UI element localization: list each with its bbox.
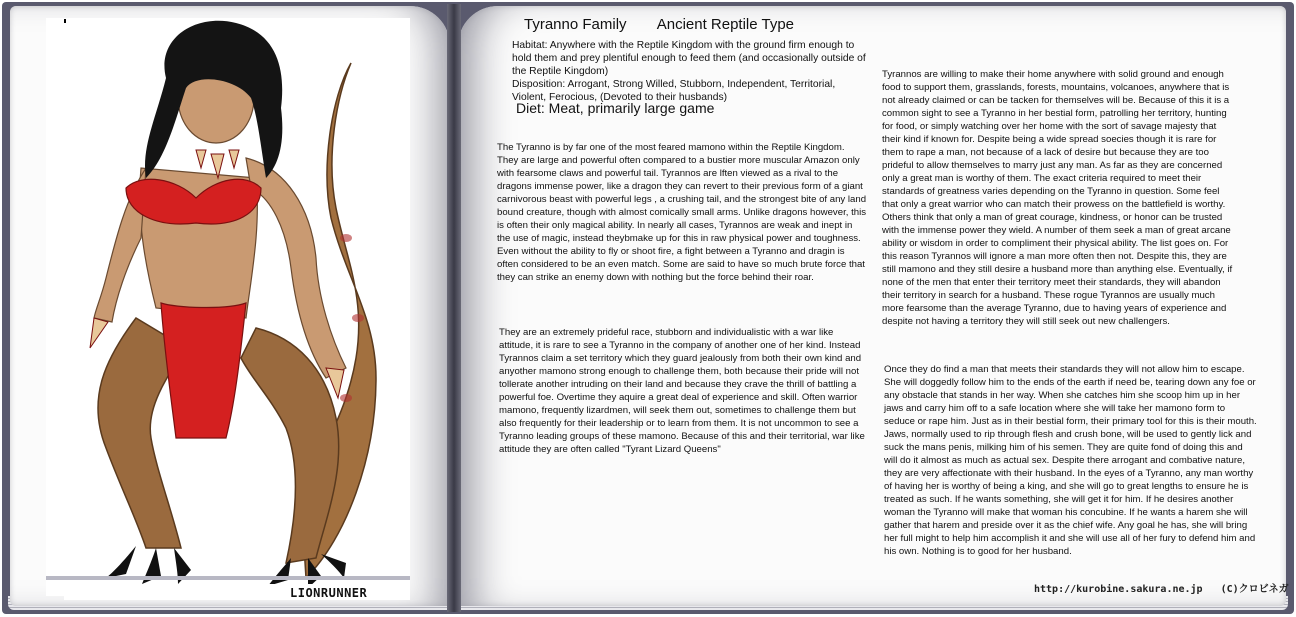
habitat-text: Habitat: Anywhere with the Reptile Kingdom with the ground firm enough to hold them and prey plentiful enough to feed them (and occasionally outside of the Reptile Kingdom) (512, 40, 866, 77)
disposition-text: Disposition: Arrogant, Strong Willed, Stubborn, Independent, Territorial, Violent, Ferocious, (Devoted to their husbands) (512, 79, 836, 103)
body-paragraph-1 (497, 141, 867, 284)
red-loincloth (161, 303, 246, 438)
page-title (524, 16, 794, 33)
footer (1034, 580, 1296, 595)
copyright: (C)クロビネガ (1220, 584, 1289, 595)
stray-mark (64, 19, 66, 23)
type-label: Ancient Reptile Type (656, 16, 795, 33)
paragraph-text: The Tyranno is by far one of the most feared mamono within the Reptile Kingdom. They are large and powerful often compared to a bustier more muscular Amazon only with fearsome claws and powerful tail. Tyrannos are lften viewed as a rival to the dragons immense power, like a dragon they can revert to their previous form of a giant carnivorous beast with powerful legs , a crushing tail, and the strongest bite of any land bound creature, though with almost comically small arms. Unlike dragons however, this is often their only magical ability. In nearly all cases, Tyrannos are weak and inept in the use of magic, instead theybmake up for this in raw physical power and toughness. Even without the ability to fly or shoot fire, a fight between a Tyranno and dragin is often considered to be an even match. Some are said to have so much brute force that they can strike an enemy down with nothing but the force behind their roar. (497, 142, 867, 283)
artist-signature: LIONRUNNER (290, 586, 368, 600)
illustration-frame (46, 18, 410, 596)
site-url: http://kurobine.sakura.ne.jp (1034, 584, 1203, 595)
body-paragraph-3 (882, 68, 1237, 328)
body-paragraph-4 (884, 363, 1258, 558)
paragraph-text: Once they do find a man that meets their standards they will not allow him to escape. She will doggedly follow him to the ends of the earth if need be, tearing down any foe or any obstacle that stands in her way. When she catches him she scoop him up in her jaws and carry him off to a safe location where she will take her mamono form to seduce or rape him. Just as in their bestial form, their primary tool for this is their mouth. Jaws, normally used to rip through flesh and crush bone, will be used to gently lick and suck the mans penis, milking him of his semen. They are quite fond of doing this and will do it almost as much as actual sex. Despite there arrogant and combative nature, they are very affectionate with their husband. In the eyes of a Tyranno, any man worthy of having her is worthy of being a king, and she will go to great lengths to ensure he is treated as such. If he wants something, she will get it for him. If he desires another woman the Tyranno will make that woman his concubine. If he wants a harem she will gather that harem and preside over it as the chief wife. Any goal he has, she will bring her full might to help him accomplish it and she will use all of her fury to defend him and his own. Nothing is to good for her husband. (884, 364, 1257, 557)
paragraph-text: They are an extremely prideful race, stubborn and individualistic with a war like attitude, it is rare to see a Tyranno in the company of another one of her kind. Instead Tyrannos claim a set territory which they guard jealously from both their own kind and anyother mamono strong enough to challenge them, both because their pride will not tollerate another intruding on their land and because they crave the thrill of battling a powerful foe. Overtime they aquire a great deal of experience and skill. Often warrior mamono, frequently lizardmen, will seek them out, sometimes to challenge them but also frequently for their leadership or to learn from them. It is not uncommon to see a Tyranno leading groups of these mamono. Because of this and their territorial, war like attitude they are often called "Tyrant Lizard Queens" (499, 327, 865, 455)
tyranno-illustration (46, 18, 410, 596)
body-paragraph-2 (499, 326, 869, 456)
illustration-bar (46, 576, 410, 580)
diet-text: Diet: Meat, primarily large game (516, 100, 715, 116)
family-label: Tyranno Family (524, 16, 627, 33)
paragraph-text: Tyrannos are willing to make their home anywhere with solid ground and enough food to support them, grasslands, forests, mountains, volcanoes, anywhere that is not already claimed or can be tacken for themselves will be. Because of this it is a common sight to see a Tyranno in her bestial form, patrolling her territory, hunting for food, or simply watching over her home with the sort of savage majesty that their kind if known for. Despite being a wide spread soecies though it is rare for them to rape a man, not because of a lack of desire but because they are too prideful to allow themselves to marry just any man. As far as they are concerned only a great man is worthy of them. The exact criteria required to meet their standards of greatness varies depending on the Tyranno in question. Some feel that only a great warrior who can match their prowess on the battlefield is worthy. Others think that only a man of great courage, kindness, or honor can be trusted with the immense power they wield. A number of them seek a man of great arcane ability or wisdom in order to compliment their physical ability. The list goes on. For this reason Tyrannos will ignore a man more often then not. Despite this, they are still mamono and they still desire a husband more than anything else. Eventually, if none of the men that enter their territory meet their standards, they will abandon their territory in search for a husband. These rogue Tyrannos are usually much more fearsome than the average Tyranno, due to having years of experience and despite not having a territory they will still seek out new challengers. (882, 69, 1233, 327)
book-spine (447, 4, 461, 612)
info-block (512, 39, 872, 104)
